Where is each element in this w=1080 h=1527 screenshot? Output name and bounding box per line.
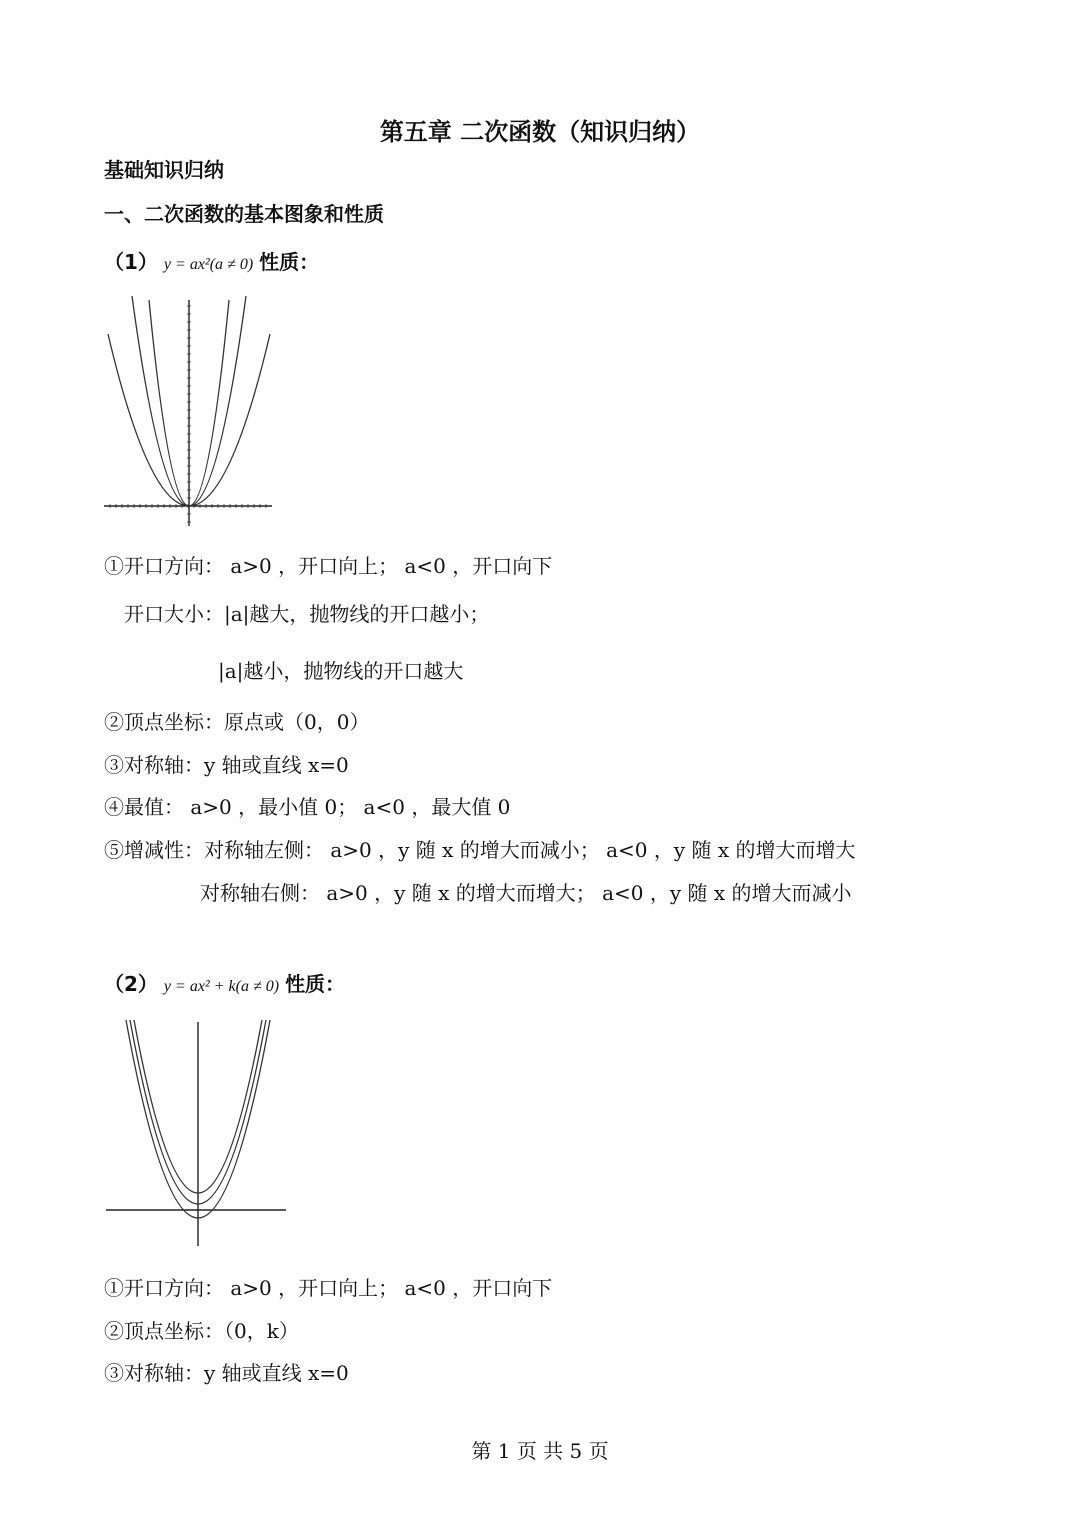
- part1-suffix: 性质：: [259, 250, 320, 274]
- figure-shifted-parabolas: [104, 1020, 288, 1250]
- part1-line-8: 对称轴右侧： a>0 ，y 随 x 的增大而增大； a<0 ，y 随 x 的增大而减小: [200, 881, 852, 905]
- subheading: 一、二次函数的基本图象和性质: [104, 202, 384, 226]
- axis-ticks: [110, 306, 266, 522]
- part2-suffix: 性质：: [285, 972, 346, 996]
- part1-line-6: ④最值： a>0 ，最小值 0； a<0 ，最大值 0: [104, 795, 511, 819]
- page-footer: 第 1 页 共 5 页: [471, 1439, 609, 1463]
- part1-heading: [104, 246, 319, 275]
- part1-line-2: 开口大小：|a|越大，抛物线的开口越小；: [124, 602, 490, 626]
- part1-line-3: |a|越小，抛物线的开口越大: [218, 659, 464, 683]
- part2-line-1: ①开口方向： a>0 ，开口向上； a<0 ，开口向下: [104, 1276, 553, 1300]
- part2-line-3: ③对称轴：y 轴或直线 x=0: [104, 1361, 349, 1385]
- part1-line-1: ①开口方向： a>0 ，开口向上； a<0 ，开口向下: [104, 554, 553, 578]
- part1-formula: y = ax²(a ≠ 0): [163, 256, 254, 273]
- part2-label: （2）: [104, 972, 158, 996]
- part2-line-2: ②顶点坐标：（0，k）: [104, 1319, 299, 1343]
- figure-parabola-family: [104, 296, 274, 528]
- part2-formula: y = ax² + k(a ≠ 0): [163, 978, 280, 995]
- section-heading: 基础知识归纳: [104, 158, 224, 182]
- part2-heading: [104, 968, 345, 997]
- part1-line-4: ②顶点坐标：原点或（0，0）: [104, 710, 370, 734]
- part1-line-7: ⑤增减性：对称轴左侧： a>0 ，y 随 x 的增大而减小； a<0 ，y 随 x 的增大而增大: [104, 838, 856, 862]
- page-title: 第五章 二次函数（知识归纳）: [379, 118, 701, 146]
- part1-line-5: ③对称轴：y 轴或直线 x=0: [104, 753, 349, 777]
- part1-label: （1）: [104, 250, 158, 274]
